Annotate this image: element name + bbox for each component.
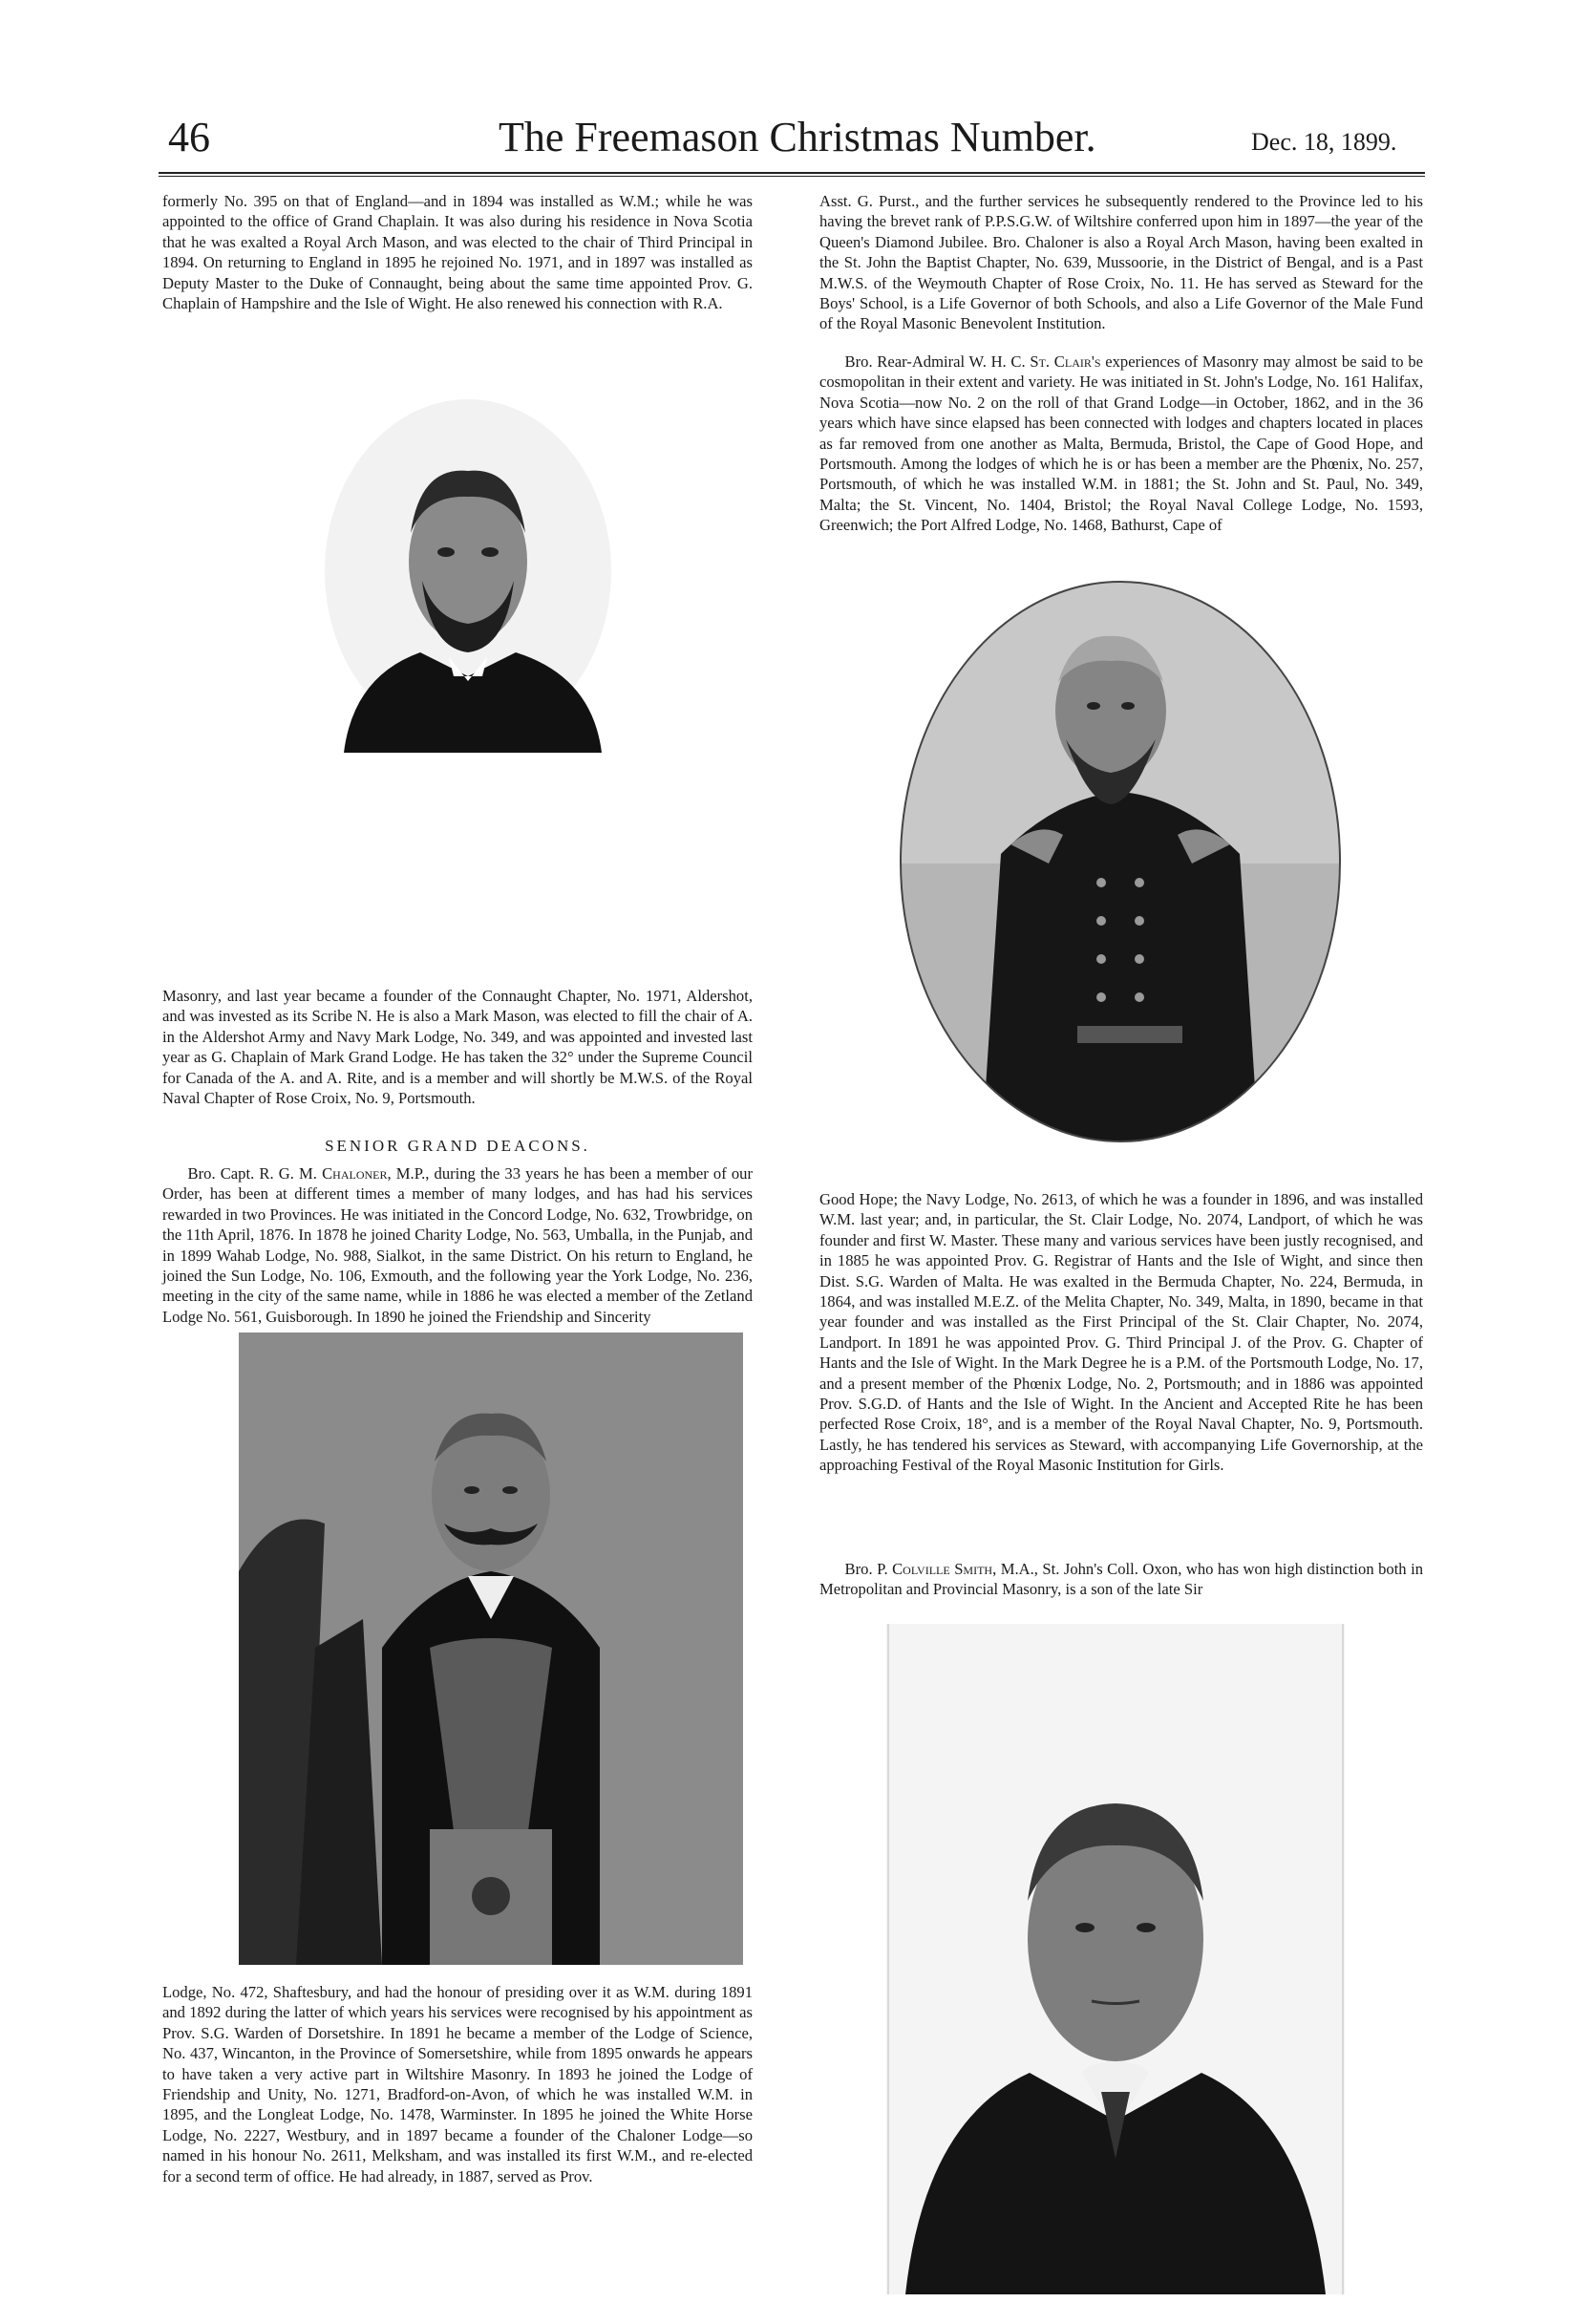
body-text: , M.P., during the 33 years he has been a member of our Order, has been at different times a member of many lodges, and has had his services rewarded in two Provinces. He was initiated in the Concord Lodge, No. 632, Trowbridge, on the 11th April, 1876. In 1878 he joined Charity Lodge, No. 563, Umballa, in the Punjab, and in 1899 Wahab Lodge, No. 988, Sialkot, in the same District. On his return to England, he joined the Sun Lodge, No. 106, Exmouth, and the following year the York Lodge, No. 236, meeting in the city of the same name, while in 1886 he was elected a member of the Zetland Lodge No. 561, Guisborough. In 1890 he joined the Friendship and Sincerity: [162, 1164, 754, 1326]
st-clair-portrait: [896, 577, 1345, 1146]
paragraph: [162, 1163, 753, 1327]
left-bottom-column: [162, 1982, 753, 2186]
intro-text: Bro. P.: [844, 1560, 888, 1578]
page-number: 46: [168, 114, 210, 160]
chaloner-column: [162, 1163, 753, 1327]
colville-smith-portrait: [886, 1624, 1345, 2294]
person-name: Colville Smith: [892, 1560, 993, 1578]
body-text: experiences of Masonry may almost be said to be cosmopolitan in their extent and variety. He was initiated in St. John's Lodge, No. 161 Halifax, Nova Scotia—now No. 2 on the roll of that Grand Lodge—in October, 1862, and in the 36 years which have since elapsed has been connected with lodges and chapters located in places as far removed from one another as Malta, Bermuda, Bristol, the Cape of Good Hope, and Portsmouth. Among the lodges of which he is or has been a member are the Phœnix, No. 257, Portsmouth, of which he was installed W.M. in 1881; the St. John and St. Paul, No. 349, Malta; the St. Vincent, No. 1404, Bristol; the Royal Naval College Lodge, No. 1593, Greenwich; the Port Alfred Lodge, No. 1468, Bathurst, Cape of: [819, 352, 1423, 535]
left-top-column: [162, 191, 753, 313]
paragraph: Lodge, No. 472, Shaftesbury, and had the honour of presiding over it as W.M. during 1891 and 1892 during the latter of which years his services were recognised by his appointment as Prov. S.G. Warden of Dorsetshire. In 1891 he became a member of the Lodge of Science, No. 437, Wincanton, in the Province of Somersetshire, while from 1895 onwards he appears to have taken a very active part in Wiltshire Masonry. In 1893 he joined the Lodge of Friendship and Unity, No. 1271, Bradford-on-Avon, of which he was installed W.M. in 1895, and the Longleat Lodge, No. 1478, Warminster. In 1895 he joined the White Horse Lodge, No. 2227, Westbury, and in 1897 became a founder of the Chaloner Lodge—so named in his honour No. 2611, Melksham, and was installed its first W.M., and re-elected for a second term of office. He had already, in 1887, served as Prov.: [162, 1983, 753, 2185]
header-rule-thin: [159, 176, 1425, 177]
paragraph: Good Hope; the Navy Lodge, No. 2613, of which he was a founder in 1896, and was installed W.M. last year; and, in particular, the St. Clair Lodge, No. 2074, Landport, of which he was founder and first W. Master. These many and various services have been justly recognised, and in 1885 he was appointed Prov. G. Registrar of Hants and the Isle of Wight, and since then Dist. S.G. Warden of Malta. He was exalted in the Bermuda Chapter, No. 224, Bermuda, in 1864, and was installed M.E.Z. of the Melita Chapter, No. 349, Malta, in 1890, became in that year founder and was installed as the First Principal of the St. Clair Chapter, No. 2074, Landport. In 1891 he was appointed Prov. G. Third Principal J. of the Prov. G. Chapter of Hants and the Isle of Wight. In the Mark Degree he is a P.M. of the Portsmouth Lodge, No. 17, and a present member of the Phœnix Lodge, No. 2, Portsmouth; and in 1886 was appointed Prov. S.G.D. of Hants and the Isle of Wight. In the Ancient and Accepted Rite he has been perfected Rose Croix, 18°, and is a member of the Royal Naval Chapter, No. 9, Portsmouth. Lastly, he has tendered his services as Steward, with accompanying Life Governorship, at the approaching Festival of the Royal Masonic Institution for Girls.: [819, 1190, 1423, 1475]
page-title: The Freemason Christmas Number.: [499, 114, 1096, 160]
paragraph: [819, 1559, 1423, 1600]
left-mid-column: [162, 986, 753, 1108]
right-mid-column: [819, 1189, 1423, 1476]
paragraph: formerly No. 395 on that of England—and in 1894 was installed as W.M.; while he was appointed to the office of Grand Chaplain. It was also during his residence in Nova Scotia that he was exalted a Royal Arch Mason, and was elected to the chair of Third Principal in 1894. On returning to England in 1895 he rejoined No. 1971, and in 1897 was installed as Deputy Master to the Duke of Connaught, being about the same time appointed Prov. G. Chaplain of Hampshire and the Isle of Wight. He also renewed his connection with R.A.: [162, 192, 753, 313]
paragraph: Asst. G. Purst., and the further services he subsequently rendered to the Province led to his having the brevet rank of P.P.S.G.W. of Wiltshire conferred upon him in 1897—the year of the Queen's Diamond Jubilee. Bro. Chaloner is also a Royal Arch Mason, having been exalted in the St. John the Baptist Chapter, No. 639, Mussoorie, in the District of Bengal, and is a Past M.W.S. of the Weymouth Chapter of Rose Croix, No. 11. He has served as Steward for the Boys' School, is a Life Governor of both Schools, and also a Life Governor of the Male Fund of the Royal Masonic Benevolent Institution.: [819, 192, 1423, 333]
header-rule: [159, 172, 1425, 174]
person-name: Chaloner: [322, 1164, 388, 1183]
st-clair-column: [819, 352, 1423, 536]
intro-text: Bro. Rear-Admiral W. H. C.: [844, 352, 1026, 371]
body-text: , M.A., St. John's Coll. Oxon, who has won high distinction both in Metropolitan and Provincial Masonry, is a son of the late Sir: [819, 1560, 1423, 1599]
intro-text: Bro. Capt. R. G. M.: [187, 1164, 317, 1183]
right-top-column: [819, 191, 1423, 334]
clergyman-portrait: [315, 390, 621, 753]
person-name: St. Clair's: [1030, 352, 1101, 371]
paragraph: Masonry, and last year became a founder of the Connaught Chapter, No. 1971, Aldershot, and was invested as its Scribe N. He is also a Mark Mason, was elected to fill the chair of A. in the Aldershot Army and Navy Mark Lodge, No. 349, and was appointed and invested last year as G. Chaplain of Mark Grand Lodge. He has taken the 32° under the Supreme Council for Canada of the A. and A. Rite, and is a member and will shortly be M.W.S. of the Royal Naval Chapter of Rose Croix, No. 9, Portsmouth.: [162, 987, 753, 1108]
issue-date: Dec. 18, 1899.: [1251, 128, 1397, 156]
paragraph: [819, 352, 1423, 536]
section-heading: SENIOR GRAND DEACONS.: [325, 1137, 590, 1155]
smith-column: [819, 1559, 1423, 1600]
chaloner-portrait: [239, 1333, 743, 1965]
